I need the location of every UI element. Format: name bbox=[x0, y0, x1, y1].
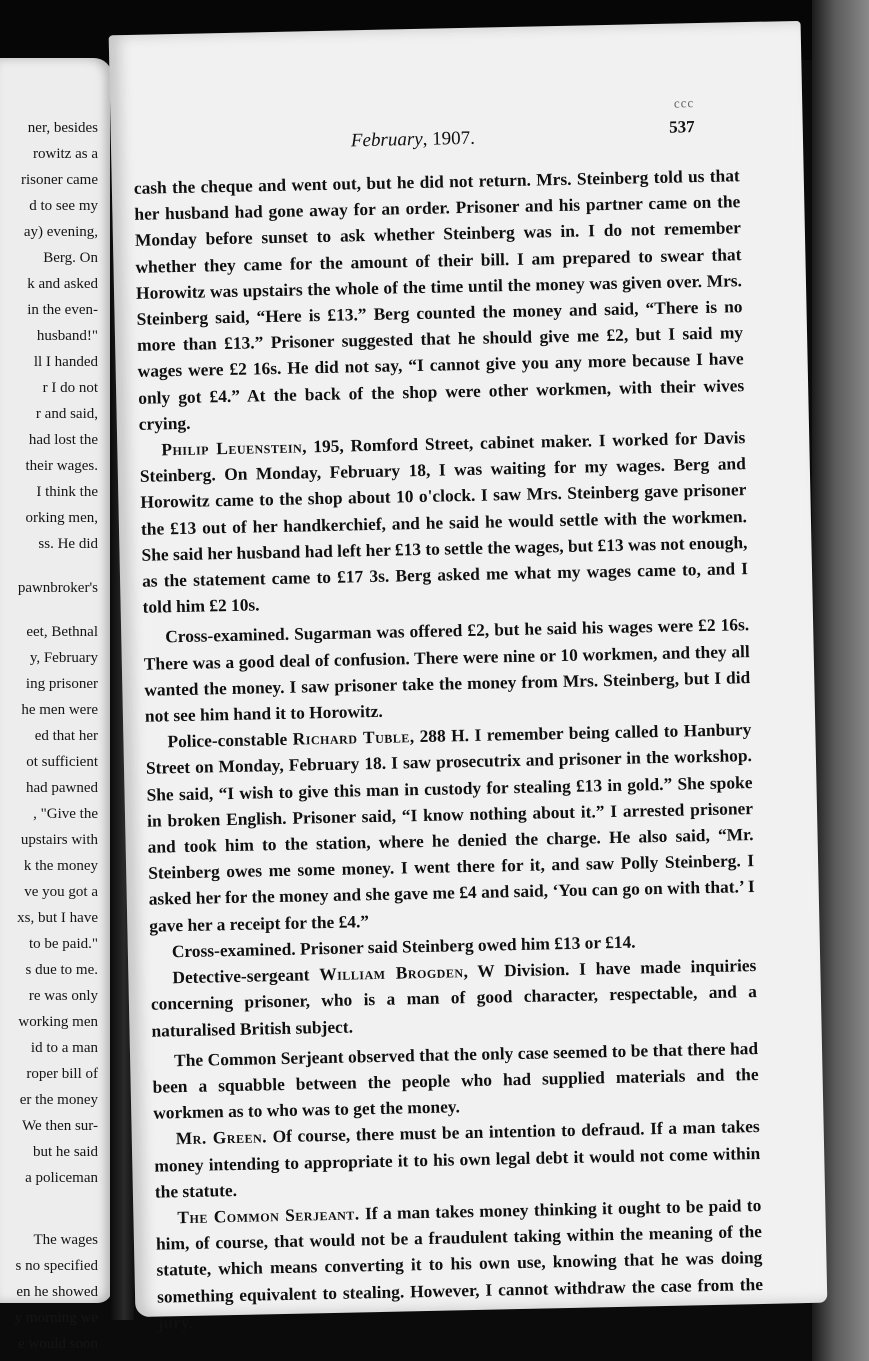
page-537 bbox=[109, 21, 828, 1333]
paragraph-6-start: Detective-sergeant bbox=[172, 964, 320, 988]
left-page-line: en he showed bbox=[16, 1284, 98, 1300]
left-page-line: e would soon bbox=[18, 1336, 98, 1352]
left-page-line: rowitz as a bbox=[33, 146, 98, 162]
paragraph-1: cash the cheque and went out, but he did not return. Mrs. Steinberg told us that her husband had gone away for an order. Prisoner and his partner came on the Monday before sunset to ask whether Steinberg was in. I do not remember whether they came for the amount of their bill. I am prepared to swear that Horowitz was upstairs the whole of the time until the money was given over. Mrs. Steinberg said, “Here is £13.” Berg counted the money and said, “There is no more than £13.” Prisoner suggested that he should give me £2, but I said my wages were £2 16s. He did not say, “I cannot give you any more because I have only got £4.” At the back of the shop were other workmen, with their wives crying. bbox=[133, 165, 745, 434]
paragraph-4 bbox=[145, 716, 755, 938]
left-page-line: ing prisoner bbox=[25, 676, 98, 692]
left-page-line: eet, Bethnal bbox=[26, 624, 98, 640]
left-page-line: had lost the bbox=[28, 432, 98, 448]
page-header bbox=[111, 95, 803, 165]
left-page-line: The wages bbox=[33, 1232, 98, 1248]
left-page-line: had pawned bbox=[25, 780, 98, 796]
witness-name: Richard Tuble bbox=[292, 726, 411, 749]
witness-name: Philip Leuenstein bbox=[161, 436, 303, 460]
left-page-line: to be paid." bbox=[28, 936, 98, 952]
running-head-month: February bbox=[350, 128, 423, 152]
paragraph-7: The Common Serjeant observed that the only case seemed to be that there had been a squabble between the people who had supplied materials and the workmen as to who was to get the money. bbox=[152, 1037, 759, 1123]
paragraph-4-start: Police-constable bbox=[167, 728, 293, 752]
witness-name: William Brogden bbox=[319, 961, 464, 985]
speaker-name: Mr. Green. bbox=[175, 1126, 268, 1149]
left-page-line: k and asked bbox=[27, 276, 98, 292]
paragraph-4-text: , 288 H. I remember being called to Hanbury Street on Monday, February 18. I saw prosecutrix and prisoner in the workshop. She said, “I wish to give this man in custody for stealing £13 in gold.” She spoke in broken English. Prisoner said, “I know nothing about it.” I arrested prisoner and took him to the station, where he denied the charge. He also said, “Mr. Steinberg owes me some money. I went there for it, and saw Polly Steinberg. I asked her for the money and she gave me £4 and said, ‘You can go on with that.’ I gave her a receipt for the £4.” bbox=[145, 719, 755, 936]
paragraph-2 bbox=[139, 424, 749, 620]
left-page-line: er the money bbox=[19, 1092, 98, 1108]
left-page-line: r I do not bbox=[42, 380, 98, 396]
left-page-line: ed that her bbox=[34, 728, 98, 744]
left-page-line: d to see my bbox=[29, 198, 98, 214]
left-page-line: roper bill of bbox=[26, 1066, 98, 1082]
left-page-line: orking men, bbox=[25, 510, 98, 526]
left-page-line: risoner came bbox=[20, 172, 98, 188]
paragraph-6 bbox=[150, 952, 758, 1043]
left-page-line: ner, besides bbox=[27, 120, 98, 136]
left-page-line: their wages. bbox=[25, 458, 98, 474]
left-page-line: in the even- bbox=[27, 302, 98, 318]
left-page-line: s due to me. bbox=[25, 962, 98, 978]
running-head-year: , 1907. bbox=[422, 127, 476, 150]
left-page-line: y, February bbox=[29, 650, 98, 666]
left-page-line: ss. He did bbox=[38, 536, 98, 552]
left-page-line: y morning we bbox=[14, 1310, 98, 1326]
paragraph-8 bbox=[154, 1113, 762, 1204]
left-page-line: s no specified bbox=[15, 1258, 98, 1274]
left-page-line: a policeman bbox=[25, 1170, 98, 1186]
left-page-line: husband!" bbox=[36, 328, 98, 344]
left-page-line: ll I handed bbox=[33, 354, 98, 370]
left-page-line: working men bbox=[18, 1014, 98, 1030]
left-page-line: k the money bbox=[23, 858, 98, 874]
left-page-line: Berg. On bbox=[43, 250, 98, 266]
left-page-line: re was only bbox=[28, 988, 98, 1004]
left-page-line: ve you got a bbox=[24, 884, 98, 900]
page-marker: ccc bbox=[673, 95, 695, 111]
paragraph-2-text: , 195, Romford Street, cabinet maker. I worked for Davis Steinberg. On Monday, February 18, I was waiting for my wages. Berg and Horowitz came to the shop about 10 o'clock. I saw Mrs. Steinberg gave prisoner the £13 out of her handkerchief, and he said he would settle with the workmen. She said her husband had left her £13 to settle the wages, but £13 was not enough, as the statement came to £17 3s. Berg asked me what my wages came to, and I told him £2 10s. bbox=[139, 427, 749, 618]
left-page-line: ay) evening, bbox=[23, 224, 98, 240]
paragraph-3: Cross-examined. Sugarman was offered £2, but he said his wages were £2 16s. There was a good deal of confusion. There were nine or 10 workmen, and they all wanted the money. I saw prisoner take the money from Mrs. Steinberg, but I did not see him hand it to Horowitz. bbox=[143, 614, 751, 726]
left-page-line: xs, but I have bbox=[17, 910, 98, 926]
left-page-line: We then sur- bbox=[22, 1118, 98, 1134]
running-head bbox=[351, 128, 475, 153]
left-page-line: he men were bbox=[21, 702, 98, 718]
left-page-line: upstairs with bbox=[20, 832, 98, 848]
paragraph-5: Cross-examined. Prisoner said Steinberg owed him £13 or £14. bbox=[171, 931, 636, 962]
left-page-line: ot sufficient bbox=[26, 754, 98, 770]
left-page-line: I think the bbox=[36, 484, 98, 500]
left-page-line: r and said, bbox=[35, 406, 98, 422]
left-page-line: pawnbroker's bbox=[17, 580, 98, 596]
paragraph-8-text: Of course, there must be an intention to defraud. If a man takes money intending to appropriate it to his own legal debt it would not come within the statute. bbox=[154, 1116, 761, 1202]
left-page-line: , "Give the bbox=[33, 806, 98, 822]
page-number: 537 bbox=[668, 117, 695, 137]
paragraph-9-text: If a man takes money thinking it ought to be paid to him, of course, that would not be a fraudulent taking within the meaning of the statute, which means converting it to his own use, knowing that he was doing something equivalent to stealing. However, I cannot withdraw the case from the jury. bbox=[155, 1194, 764, 1333]
page-body bbox=[134, 162, 764, 1335]
speaker-name: The Common Serjeant. bbox=[177, 1203, 360, 1228]
previous-page-fragment bbox=[0, 58, 112, 1352]
left-page-line: id to a man bbox=[30, 1040, 98, 1056]
paragraph-9 bbox=[155, 1192, 764, 1336]
left-page-line: but he said bbox=[33, 1144, 98, 1160]
paragraph-6-text: , W Division. I have made inquiries concerning prisoner, who is a man of good character, respectable, and a naturalised British subject. bbox=[150, 955, 758, 1041]
